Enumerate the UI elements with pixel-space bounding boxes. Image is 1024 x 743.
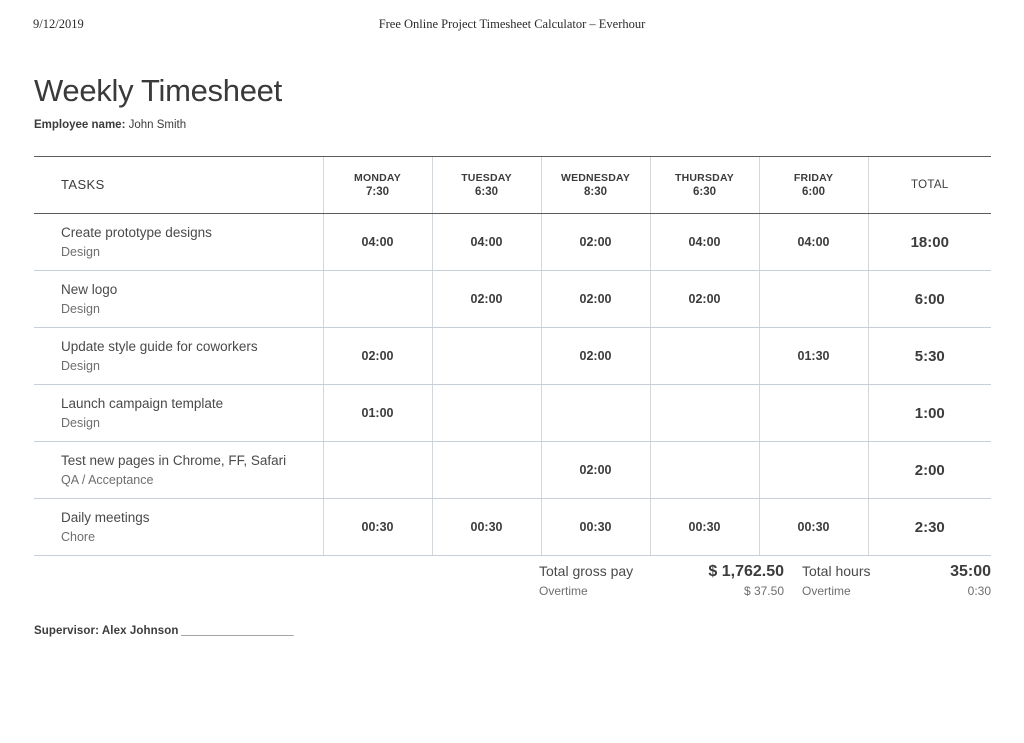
tuesday-label: TUESDAY xyxy=(461,171,512,184)
time-value: 02:00 xyxy=(579,292,612,306)
time-value: 02:00 xyxy=(470,292,503,306)
employee-line xyxy=(34,118,634,132)
time-cell-thursday xyxy=(650,442,759,499)
time-cell-monday xyxy=(323,328,432,385)
time-cell-thursday xyxy=(650,499,759,556)
time-cell-thursday xyxy=(650,271,759,328)
row-total-value: 18:00 xyxy=(910,233,949,251)
task-project: Design xyxy=(61,301,100,316)
time-cell-monday xyxy=(323,499,432,556)
column-header-tuesday xyxy=(432,157,541,214)
table-row xyxy=(34,214,991,271)
time-cell-wednesday xyxy=(541,214,650,271)
table-row xyxy=(34,385,991,442)
print-header xyxy=(0,17,1024,33)
time-cell-friday xyxy=(759,328,868,385)
row-total-value: 5:30 xyxy=(914,347,945,365)
time-value: 02:00 xyxy=(579,235,612,249)
time-cell-friday xyxy=(759,385,868,442)
time-cell-tuesday xyxy=(432,499,541,556)
wednesday-total: 8:30 xyxy=(583,185,608,198)
time-cell-thursday xyxy=(650,214,759,271)
employee-name-value: John Smith xyxy=(128,119,187,131)
time-cell-monday xyxy=(323,442,432,499)
time-cell-friday xyxy=(759,214,868,271)
total-hours-overtime-value: 0:30 xyxy=(967,584,991,598)
table-row xyxy=(34,328,991,385)
gross-pay-label: Total gross pay xyxy=(539,563,634,579)
table-row xyxy=(34,442,991,499)
gross-pay-row xyxy=(539,560,784,583)
table-body xyxy=(34,214,991,556)
time-cell-wednesday xyxy=(541,328,650,385)
table-row xyxy=(34,499,991,556)
gross-pay-overtime-row xyxy=(539,583,784,600)
header-row xyxy=(34,157,991,214)
column-header-wednesday xyxy=(541,157,650,214)
task-project: Design xyxy=(61,244,100,259)
time-cell-friday xyxy=(759,442,868,499)
time-value: 04:00 xyxy=(688,235,721,249)
time-cell-tuesday xyxy=(432,385,541,442)
signature-line: ___________________ xyxy=(178,625,294,637)
employee-name-label: Employee name: xyxy=(34,119,126,131)
time-value: 00:30 xyxy=(797,520,830,534)
task-cell xyxy=(34,328,323,385)
page-title: Weekly Timesheet xyxy=(34,73,282,108)
time-value: 02:00 xyxy=(579,463,612,477)
row-total-cell xyxy=(868,328,991,385)
row-total-value: 6:00 xyxy=(914,290,945,308)
supervisor-text: Supervisor: Alex Johnson xyxy=(34,625,179,637)
document-header xyxy=(34,72,634,132)
time-value: 00:30 xyxy=(688,520,721,534)
time-cell-wednesday xyxy=(541,271,650,328)
column-header-thursday xyxy=(650,157,759,214)
time-cell-wednesday xyxy=(541,385,650,442)
summary-section xyxy=(34,560,991,604)
task-name: Create prototype designs xyxy=(61,224,212,240)
time-cell-friday xyxy=(759,499,868,556)
wednesday-label: WEDNESDAY xyxy=(560,171,631,184)
task-cell xyxy=(34,499,323,556)
row-total-cell xyxy=(868,442,991,499)
task-project: Design xyxy=(61,415,100,430)
total-hours-row xyxy=(802,560,991,583)
task-name: Update style guide for coworkers xyxy=(61,338,258,354)
timesheet-table xyxy=(34,156,991,556)
column-header-total xyxy=(868,157,991,214)
task-name: Daily meetings xyxy=(61,509,150,525)
time-cell-friday xyxy=(759,271,868,328)
print-page-title: Free Online Project Timesheet Calculator – Everhour xyxy=(378,17,646,31)
gross-pay-group xyxy=(539,560,784,600)
monday-label: MONDAY xyxy=(354,171,401,184)
time-value: 00:30 xyxy=(361,520,394,534)
time-cell-monday xyxy=(323,271,432,328)
table-row xyxy=(34,271,991,328)
task-project: Design xyxy=(61,358,100,373)
total-hours-group xyxy=(802,560,991,600)
monday-total: 7:30 xyxy=(365,185,390,198)
time-value: 04:00 xyxy=(361,235,394,249)
row-total-value: 2:30 xyxy=(914,518,945,536)
friday-label: FRIDAY xyxy=(793,171,834,184)
time-value: 04:00 xyxy=(470,235,503,249)
table-header xyxy=(34,157,991,214)
row-total-value: 1:00 xyxy=(914,404,945,422)
task-project: Chore xyxy=(61,529,96,544)
total-hours-value: 35:00 xyxy=(950,563,991,580)
time-value: 00:30 xyxy=(579,520,612,534)
friday-total: 6:00 xyxy=(801,185,826,198)
column-header-friday xyxy=(759,157,868,214)
task-name: Launch campaign template xyxy=(61,395,224,411)
gross-pay-overtime-value: $ 37.50 xyxy=(743,584,784,598)
total-hours-label: Total hours xyxy=(802,563,871,579)
tuesday-total: 6:30 xyxy=(474,185,499,198)
tasks-header-label: TASKS xyxy=(61,177,105,192)
thursday-total: 6:30 xyxy=(692,185,717,198)
time-cell-wednesday xyxy=(541,499,650,556)
row-total-cell xyxy=(868,271,991,328)
time-cell-wednesday xyxy=(541,442,650,499)
total-header-label: TOTAL xyxy=(911,179,949,191)
column-header-tasks xyxy=(34,157,323,214)
task-cell xyxy=(34,442,323,499)
time-cell-thursday xyxy=(650,385,759,442)
time-value: 01:30 xyxy=(797,349,830,363)
time-cell-thursday xyxy=(650,328,759,385)
task-project: QA / Acceptance xyxy=(61,472,154,487)
time-cell-monday xyxy=(323,385,432,442)
time-value: 04:00 xyxy=(797,235,830,249)
column-header-monday xyxy=(323,157,432,214)
task-name: New logo xyxy=(61,281,118,297)
time-cell-tuesday xyxy=(432,442,541,499)
task-cell xyxy=(34,271,323,328)
time-cell-tuesday xyxy=(432,328,541,385)
row-total-cell xyxy=(868,214,991,271)
time-cell-monday xyxy=(323,214,432,271)
time-cell-tuesday xyxy=(432,214,541,271)
gross-pay-overtime-label: Overtime xyxy=(539,584,588,598)
supervisor-line xyxy=(34,625,293,637)
time-cell-tuesday xyxy=(432,271,541,328)
time-value: 02:00 xyxy=(361,349,394,363)
row-total-cell xyxy=(868,385,991,442)
task-cell xyxy=(34,385,323,442)
row-total-value: 2:00 xyxy=(914,461,945,479)
thursday-label: THURSDAY xyxy=(675,171,734,184)
print-date: 9/12/2019 xyxy=(33,17,84,31)
total-hours-overtime-row xyxy=(802,583,991,600)
gross-pay-value: $ 1,762.50 xyxy=(708,563,784,580)
total-hours-overtime-label: Overtime xyxy=(802,584,851,598)
time-value: 02:00 xyxy=(579,349,612,363)
time-value: 00:30 xyxy=(470,520,503,534)
time-value: 02:00 xyxy=(688,292,721,306)
task-name: Test new pages in Chrome, FF, Safari xyxy=(61,452,287,468)
time-value: 01:00 xyxy=(361,406,394,420)
task-cell xyxy=(34,214,323,271)
row-total-cell xyxy=(868,499,991,556)
timesheet-table-wrapper xyxy=(34,156,991,556)
